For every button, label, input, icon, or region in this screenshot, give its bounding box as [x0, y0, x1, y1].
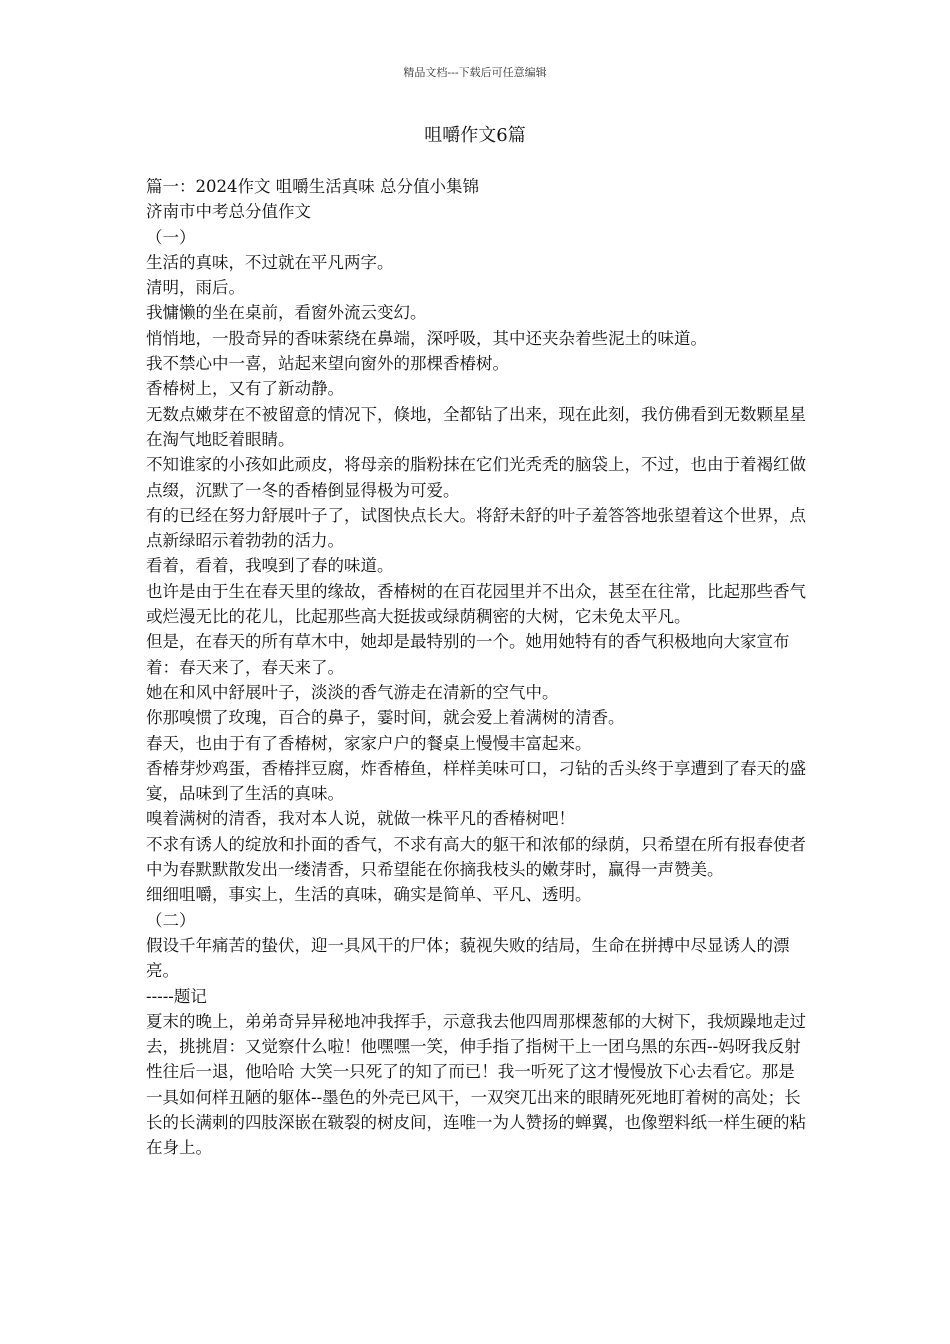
subheading: 济南市中考总分值作文	[146, 202, 311, 222]
paragraph: 不求有诱人的绽放和扑面的香气，不求有高大的躯干和浓郁的绿荫，只希望在所有报春使者中为春默默散发出一缕清香，只希望能在你摘我枝头的嫩芽时，赢得一声赞美。	[146, 834, 806, 880]
document-body	[146, 174, 806, 1161]
paragraph: 香椿芽炒鸡蛋，香椿拌豆腐，炸香椿鱼，样样美味可口，刁钻的舌头终于享遭到了春天的盛宴，品味到了生活的真味。	[146, 758, 806, 804]
paragraph: 我不禁心中一喜，站起来望向窗外的那棵香椿树。	[146, 354, 509, 374]
paragraph: 细细咀嚼，事实上，生活的真味，确实是简单、平凡、透明。	[146, 885, 592, 905]
paragraph: 春天，也由于有了香椿树，家家户户的餐桌上慢慢丰富起来。	[146, 733, 592, 753]
paragraph: 不知谁家的小孩如此顽皮，将母亲的脂粉抹在它们光秃秃的脑袋上，不过，也由于着褐红做点缀，沉默了一冬的香椿倒显得极为可爱。	[146, 455, 806, 500]
epigraph-signature: -----题记	[146, 986, 207, 1006]
paragraph: 但是，在春天的所有草木中，她却是最特别的一个。她用她特有的香气积极地向大家宣布着：春天来了，春天来了。	[146, 632, 790, 677]
part-label: （二）	[146, 910, 196, 930]
section-heading: 篇一：2024作文 咀嚼生活真味 总分值小集锦	[146, 177, 479, 196]
paragraph: 香椿树上，又有了新动静。	[146, 379, 344, 399]
paragraph: 我慵懒的坐在桌前，看窗外流云变幻。	[146, 303, 427, 323]
paragraph: 无数点嫩芽在不被留意的情况下，倏地，全都钻了出来，现在此刻，我仿佛看到无数颗星星在淘气地眨着眼睛。	[146, 404, 806, 449]
paragraph: 你那嗅惯了玫瑰，百合的鼻子，霎时间，就会爱上着满树的清香。	[146, 708, 625, 728]
paragraph: 她在和风中舒展叶子，淡淡的香气游走在清新的空气中。	[146, 682, 559, 702]
paragraph: 看着，看着，我嗅到了春的味道。	[146, 556, 394, 576]
paragraph: 假设千年痛苦的蛰伏，迎一具风干的尸体；藐视失败的结局，生命在拼搏中尽显诱人的漂亮。	[146, 935, 790, 981]
paragraph: 夏末的晚上，弟弟奇异异秘地冲我挥手，示意我去他四周那棵葱郁的大树下，我烦躁地走过去，挑挑眉：又觉察什么啦！他嘿嘿一笑，伸手指了指树干上一团乌黑的东西--妈呀我反射性往后一退，他哈哈 大笑一只死了的知了而已！我一听死了这才慢慢放下心去看它。那是一具如何样丑陋的躯体--墨色的外壳已风干，一双突兀出来的眼睛死死地盯着树的高处；长长的长满刺的四肢深嵌在皲裂的树皮间，连唯一为人赞扬的蝉翼，也像塑料纸一样生硬的粘在身上。	[146, 1011, 806, 1158]
paragraph: 悄悄地，一股奇异的香味萦绕在鼻端，深呼吸，其中还夹杂着些泥土的味道。	[146, 328, 707, 348]
paragraph: 生活的真味，不过就在平凡两字。	[146, 252, 394, 272]
paragraph: 也许是由于生在春天里的缘故，香椿树的在百花园里并不出众，甚至在往常，比起那些香气或烂漫无比的花儿，比起那些高大挺拔或绿荫稠密的大树，它未免太平凡。	[146, 581, 806, 627]
paragraph: 嗅着满树的清香，我对本人说，就做一株平凡的香椿树吧！	[146, 809, 575, 829]
document-title: 咀嚼作文6篇	[424, 125, 526, 146]
paragraph: 有的已经在努力舒展叶子了，试图快点长大。将舒未舒的叶子羞答答地张望着这个世界，点点新绿昭示着勃勃的活力。	[146, 505, 806, 551]
paragraph: 清明，雨后。	[146, 278, 245, 298]
part-label: （一）	[146, 227, 196, 247]
page-header: 精品文档---下载后可任意编辑	[403, 66, 547, 79]
